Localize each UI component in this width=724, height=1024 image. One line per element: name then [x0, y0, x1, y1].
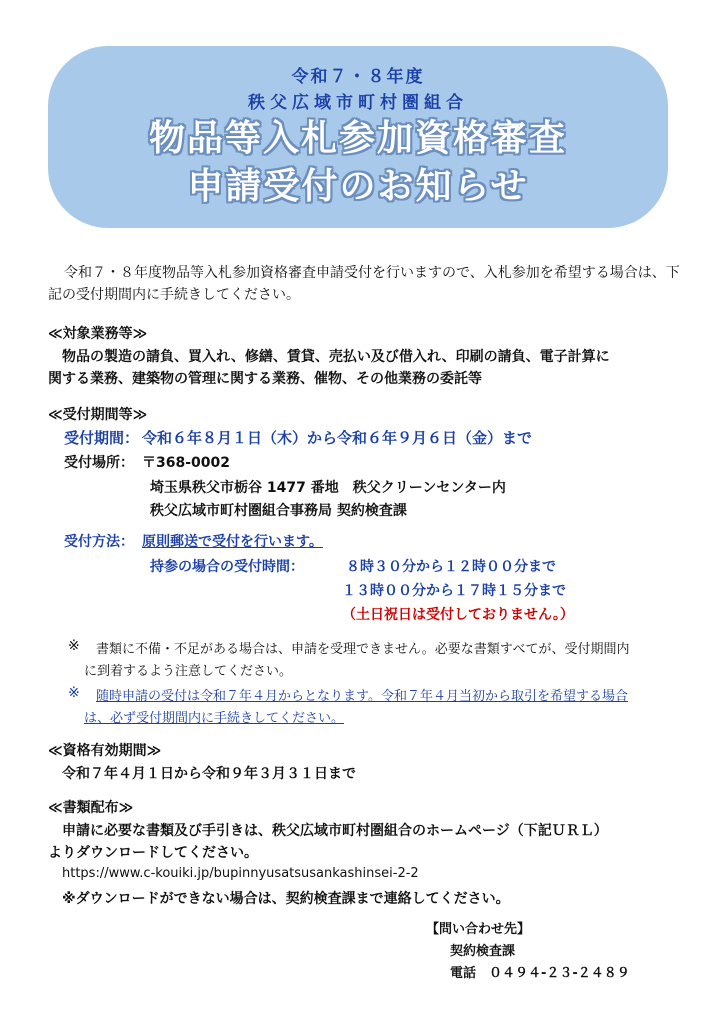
documents-url[interactable]: https://www.c-kouiki.jp/bupinnyusatsusankashinsei-2-2	[62, 866, 419, 881]
intro-line-2: 記の受付期間内に手続きしてください。	[48, 287, 300, 303]
documents-line-2: よりダウンロードしてください。	[48, 845, 258, 861]
period-value: 令和６年８月１日（木）から令和６年９月６日（金）まで	[142, 429, 533, 447]
banner-title-sub: 申請受付のお知らせ	[187, 166, 529, 207]
note2-mark: ※	[68, 685, 80, 701]
documents-heading: ≪書類配布≫	[48, 800, 134, 816]
carry-time-afternoon: １３時００分から１７時１５分まで	[342, 583, 566, 599]
place-postal: 〒368-0002	[142, 455, 230, 471]
carry-time-morning: ８時３０分から１２時００分まで	[346, 559, 556, 575]
validity-value: 令和７年４月１日から令和９年３月３１日まで	[62, 766, 356, 782]
period-label: 受付期間：	[64, 429, 140, 447]
place-label: 受付場所：	[64, 455, 134, 471]
target-heading: ≪対象業務等≫	[48, 326, 148, 342]
title-banner	[48, 46, 668, 228]
banner-year: 令和７・８年度	[291, 67, 425, 87]
reception-heading: ≪受付期間等≫	[48, 407, 148, 423]
note1-line-1: 書類に不備・不足がある場合は、申請を受理できません。必要な書類すべてが、受付期間内	[96, 642, 630, 657]
place-address: 埼玉県秩父市栃谷 1477 番地 秩父クリーンセンター内	[150, 480, 506, 496]
validity-heading: ≪資格有効期間≫	[48, 743, 162, 759]
note1-line-2: に到着するよう注意してください。	[84, 664, 293, 679]
documents-download-note: ※ダウンロードができない場合は、契約検査課まで連絡してください。	[62, 891, 510, 907]
banner-title-main: 物品等入札参加資格審査	[148, 118, 567, 159]
carry-label: 持参の場合の受付時間：	[150, 559, 304, 575]
target-line-2: 関する業務、建築物の管理に関する業務、催物、その他業務の委託等	[48, 371, 482, 387]
place-office: 秩父広域市町村圏組合事務局 契約検査課	[150, 503, 407, 519]
contact-heading: 【問い合わせ先】	[426, 922, 531, 937]
note1-mark: ※	[68, 638, 80, 654]
documents-line-1: 申請に必要な書類及び手引きは、秩父広域市町村圏組合のホームページ（下記ＵＲＬ）	[62, 823, 608, 839]
contact-dept: 契約検査課	[450, 944, 516, 959]
banner-organization: 秩父広域市町村圏組合	[248, 93, 468, 113]
note2-line-1: 随時申請の受付は令和７年４月からとなります。令和７年４月当初から取引を希望する場合	[96, 689, 628, 704]
method-value: 原則郵送で受付を行います。	[142, 534, 323, 550]
carry-holiday-note: （土日祝日は受付しておりません。）	[342, 607, 574, 623]
method-label: 受付方法：	[64, 534, 134, 550]
contact-phone: 電話 ０４９４-２３-２４８９	[450, 966, 630, 981]
note2-line-2: は、必ず受付期間内に手続きしてください。	[84, 711, 345, 726]
intro-line-1: 令和７・８年度物品等入札参加資格審査申請受付を行いますので、入札参加を希望する場合は、下	[64, 265, 680, 281]
target-line-1: 物品の製造の請負、買入れ、修繕、賃貸、売払い及び借入れ、印刷の請負、電子計算に	[62, 349, 610, 365]
